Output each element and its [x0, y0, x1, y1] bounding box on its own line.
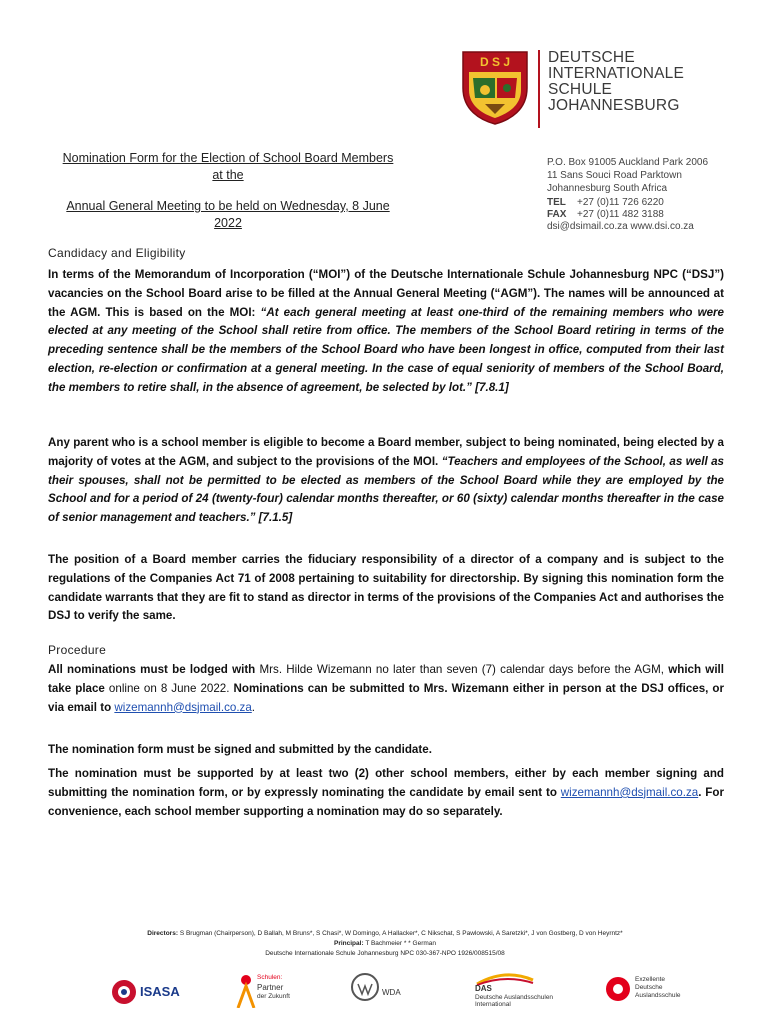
email-website: dsi@dsimail.co.za www.dsi.co.za [547, 221, 694, 232]
address-line: 11 Sans Souci Road Parktown [547, 170, 682, 181]
paragraph-eligibility: Any parent who is a school member is eligible to become a Board member, subject to being nominated, being elected by a majority of votes at the AGM, and subject to the provisions of the MOI. “Teachers and employees of the School, as well as their spouses, shall not be permitted to be elected as members of the School Board while they are employed by the School and for a period of 24 (twenty-four) calendar months thereafter, or 60 (sixty) calendar months thereafter in the case of senior management and teachers.” [7.1.5] [48, 436, 725, 525]
school-name-line: SCHULE [548, 81, 613, 98]
isasa-logo: ISASA [110, 970, 180, 1012]
fax-number: +27 (0)11 482 3188 [577, 209, 664, 220]
form-title-line: at the [212, 168, 244, 182]
school-contact [547, 197, 694, 233]
exzellente-auslandsschule-logo: Exzellente Deutsche Auslandsschule [605, 970, 685, 1012]
tel-label: TEL [547, 197, 566, 208]
exzellente-icon [605, 976, 631, 1002]
paragraph-moi: In terms of the Memorandum of Incorporation (“MOI”) of the Deutsche Internationale Schule Johannesburg NPC (“DSJ”) vacancies on the School Board arise to be filled at the Annual General Meeting (“AGM”). The names will be announced at the AGM. This is based on the MOI: “At each general meeting at least one-third of the remaining members who were elected at any meeting of the School shall retire from office. The members of the School Board retiring in terms of the preceding sentence shall be the members of the School Board who have been longest in office, computed from their last election, re-election or confirmation at a general meeting. In the case of equal seniority of members of the School Board, the members to retire shall, in the absence of agreement, be selected by lot.” [7.8.1] [48, 268, 724, 394]
company-registration: Deutsche Internationale Schule Johannesburg NPC 030-367-NPO 1926/008515/08 [265, 950, 505, 957]
school-name [548, 50, 748, 114]
principal-label: Principal: [333, 940, 364, 947]
email-link[interactable]: wizemannh@dsjmail.co.za [114, 700, 252, 714]
paragraph-fiduciary: The position of a Board member carries the fiduciary responsibility of a director of a company and is subject to the regulations of the Companies Act 71 of 2008 pertaining to suitability for directorship. By signing this nomination form the candidate warrants that they are fit to stand as director in terms of the provisions of the Companies Act and authorises the DSJ to verify the same. [48, 553, 725, 623]
form-title-line: Annual General Meeting to be held on Wednesday, 8 June [66, 199, 390, 213]
isasa-icon [110, 978, 138, 1006]
das-logo: DAS Deutsche Auslandsschulen International [475, 970, 575, 1012]
email-link[interactable]: wizemannh@dsjmail.co.za [560, 785, 699, 799]
form-title [48, 150, 408, 232]
form-title-line: 2022 [214, 216, 242, 230]
schulen-partner-logo: Schulen: Partner der Zukunft [235, 970, 305, 1012]
paragraph-signed: The nomination form must be signed and submitted by the candidate. [48, 743, 432, 756]
directors-list: S Brugman (Chairperson), D Ballah, M Bruns*, S Chasi*, W Domingo, A Hallacker*, C Nikschat, S Pawlowski, A Saretzki*, J von Gostberg, D von Heyrntz* [179, 930, 623, 937]
paragraph-support: The nomination must be supported by at least two (2) other school members, either by each member signing and submitting the nomination form, or by expressly nominating the candidate by email sent to wizemannh@dsjmail.co.za. For convenience, each school member supporting a nomination may do so separately. [48, 767, 724, 818]
address-line: P.O. Box 91005 Auckland Park 2006 [547, 157, 709, 168]
paragraph-procedure: All nominations must be lodged with Mrs. Hilde Wizemann no later than seven (7) calendar days before the AGM, which will take place online on 8 June 2022. Nominations can be submitted to Mrs. Wizemann either in person at the DSJ offices, or via email to wizemannh@dsjmail.co.za. [48, 663, 725, 714]
principal-name: T Bachmeier * * German [365, 940, 436, 947]
directors-label: Directors: [147, 930, 178, 937]
procedure-heading: Procedure [48, 643, 107, 657]
school-name-line: DEUTSCHE [548, 49, 635, 66]
partner-logos [110, 970, 681, 1015]
tel-number: +27 (0)11 726 6220 [577, 197, 664, 208]
school-name-line: JOHANNESBURG [548, 97, 680, 114]
candidacy-heading: Candidacy and Eligibility [48, 246, 186, 260]
address-line: Johannesburg South Africa [547, 183, 668, 194]
wda-logo: WDA [350, 970, 410, 1012]
school-name-line: INTERNATIONALE [548, 65, 685, 82]
fax-label: FAX [547, 209, 567, 220]
svg-text:D S J: D S J [479, 55, 511, 69]
footer-text [0, 929, 770, 959]
school-address [547, 156, 708, 195]
school-crest-logo [455, 48, 535, 126]
form-title-line: Nomination Form for the Election of School Board Members [62, 151, 394, 165]
wda-icon [350, 972, 380, 1002]
schulen-partner-icon [235, 974, 257, 1008]
header-divider [538, 50, 540, 128]
